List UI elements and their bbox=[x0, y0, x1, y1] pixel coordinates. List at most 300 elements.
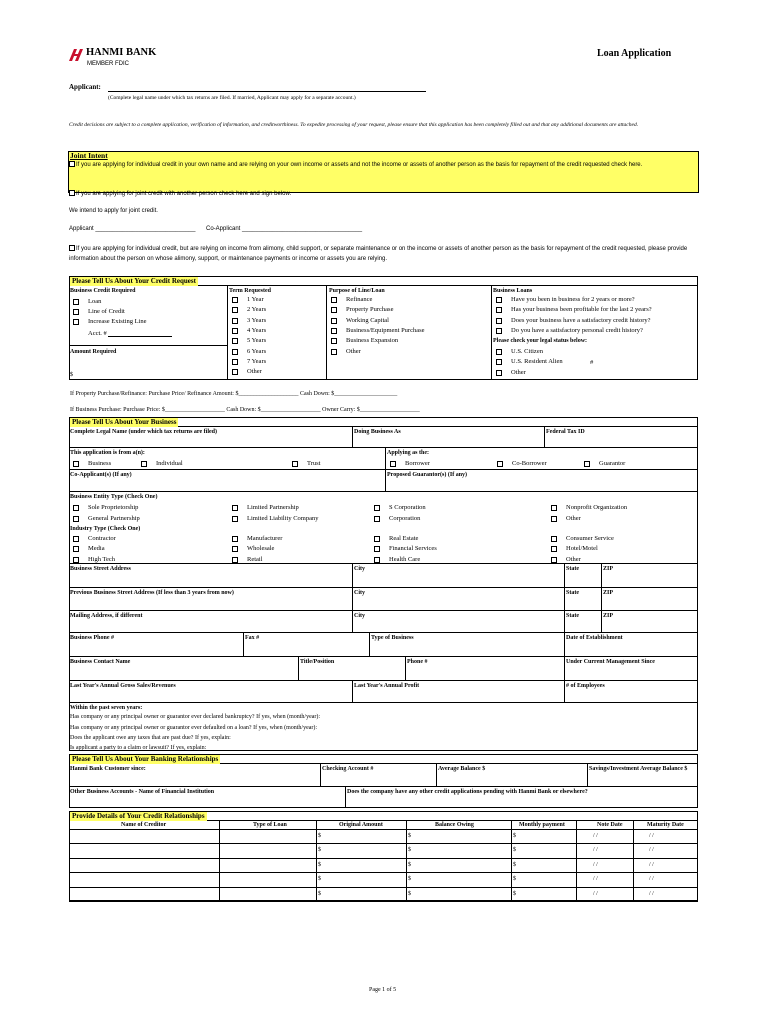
divider bbox=[69, 563, 698, 564]
term-option[interactable] bbox=[232, 358, 266, 366]
checkbox[interactable] bbox=[232, 505, 238, 511]
divider bbox=[436, 764, 437, 786]
divider bbox=[352, 610, 353, 632]
divider bbox=[69, 587, 698, 588]
purpose-option[interactable] bbox=[331, 317, 389, 325]
contact-name-label: Business Contact Name bbox=[70, 659, 131, 665]
divider bbox=[564, 587, 565, 610]
checkbox[interactable] bbox=[374, 546, 380, 552]
label: U.S. Citizen bbox=[511, 348, 543, 355]
entity-type-option[interactable] bbox=[73, 504, 138, 512]
divider bbox=[564, 610, 565, 632]
checkbox[interactable] bbox=[584, 461, 590, 467]
divider bbox=[352, 680, 353, 702]
checkbox[interactable] bbox=[232, 359, 238, 365]
label: Wholesale bbox=[247, 545, 275, 553]
dollar-sign: $ bbox=[408, 861, 411, 868]
dollar-sign: $ bbox=[513, 847, 516, 854]
note-date-slashes: / / bbox=[593, 861, 598, 868]
annual-profit-label: Last Year's Annual Profit bbox=[354, 683, 420, 689]
divider bbox=[405, 656, 406, 680]
checkbox[interactable] bbox=[232, 369, 238, 375]
divider bbox=[511, 821, 512, 901]
dollar-sign: $ bbox=[408, 876, 411, 883]
credit-line-option[interactable] bbox=[73, 308, 125, 316]
label: Other bbox=[566, 515, 581, 522]
dollar-sign: $ bbox=[513, 861, 516, 868]
document-title: Loan Application bbox=[597, 48, 672, 59]
disclaimer: Credit decisions are subject to a complete application, verification of information, and creditworthiness. To expedite processing of your request, please ensure that this application has been completely filled out and that any additional documents are attached. bbox=[69, 122, 639, 128]
label: S Corporation bbox=[389, 504, 426, 511]
label: Line of Credit bbox=[88, 308, 125, 315]
divider bbox=[564, 656, 565, 680]
label: Nonprofit Organization bbox=[566, 504, 628, 511]
checkbox[interactable] bbox=[232, 546, 238, 552]
dollar-sign: $ bbox=[318, 876, 321, 883]
banking-title: Please Tell Us About Your Banking Relationships bbox=[72, 755, 219, 763]
label: Health Care bbox=[389, 555, 421, 563]
divider bbox=[601, 587, 602, 610]
checkbox[interactable] bbox=[331, 328, 337, 334]
entity-type-option[interactable] bbox=[232, 515, 319, 523]
checkbox[interactable] bbox=[232, 307, 238, 313]
label: Business bbox=[88, 460, 112, 467]
business-purchase-line: If Business Purchase: Purchase Price: $____________________ Cash Down: $____________________ Owner Carry: $____________________ bbox=[70, 407, 420, 413]
dollar-sign: $ bbox=[513, 876, 516, 883]
divider bbox=[219, 821, 220, 901]
label: Individual bbox=[156, 460, 183, 467]
divider bbox=[69, 829, 698, 830]
label: Other bbox=[346, 347, 361, 355]
column-header: Name of Creditor bbox=[121, 822, 167, 828]
purpose-option[interactable] bbox=[331, 337, 398, 345]
employees-label: # of Employees bbox=[566, 683, 605, 689]
label: Corporation bbox=[389, 515, 421, 522]
industry-type-option[interactable] bbox=[73, 535, 116, 543]
phone-label: Business Phone # bbox=[70, 635, 115, 641]
business-loan-question[interactable] bbox=[496, 317, 651, 325]
industry-type-option[interactable] bbox=[551, 545, 598, 553]
lawsuit-question: Is applicant a party to a claim or lawsuit? If yes, explain: bbox=[70, 745, 207, 751]
checkbox[interactable] bbox=[374, 505, 380, 511]
checkbox[interactable] bbox=[331, 338, 337, 344]
divider bbox=[69, 858, 698, 859]
other-accounts-label: Other Business Accounts - Name of Financial Institution bbox=[70, 789, 215, 795]
divider bbox=[320, 764, 321, 786]
checkbox[interactable] bbox=[73, 299, 79, 305]
credit-relationships-title: Provide Details of Your Credit Relationships bbox=[72, 812, 205, 820]
label: 2 Years bbox=[247, 306, 267, 314]
divider bbox=[69, 786, 698, 787]
checkbox[interactable] bbox=[551, 536, 557, 542]
checkbox[interactable] bbox=[292, 461, 298, 467]
industry-type-option[interactable] bbox=[374, 535, 418, 543]
checkbox[interactable] bbox=[497, 461, 503, 467]
divider bbox=[69, 901, 698, 902]
checkbox[interactable] bbox=[496, 370, 502, 376]
as-guarantor-option[interactable] bbox=[584, 460, 625, 468]
purpose-option[interactable] bbox=[331, 348, 361, 356]
joint-applicant-signature[interactable]: Applicant ______________________________ bbox=[69, 226, 196, 232]
divider bbox=[576, 821, 577, 901]
divider bbox=[601, 563, 602, 587]
entity-type-option[interactable] bbox=[232, 504, 299, 512]
checkbox[interactable] bbox=[374, 557, 380, 563]
label: Business Expansion bbox=[346, 337, 399, 345]
joint-opt2-text: If you are applying for joint credit with another person check here and sign below. bbox=[76, 191, 292, 197]
checkbox[interactable] bbox=[232, 516, 238, 522]
column-header: Note Date bbox=[597, 822, 623, 828]
checking-account-label: Checking Account # bbox=[322, 766, 374, 772]
label: Borrower bbox=[405, 460, 430, 467]
city-label: City bbox=[354, 613, 365, 619]
checkbox[interactable] bbox=[331, 297, 337, 303]
checkbox[interactable] bbox=[551, 557, 557, 563]
joint-opt1-checkbox[interactable] bbox=[69, 161, 75, 167]
under-management-label: Under Current Management Since bbox=[566, 659, 655, 665]
divider bbox=[491, 286, 492, 380]
divider bbox=[69, 469, 698, 470]
credit-request-section bbox=[69, 276, 698, 286]
checkbox[interactable] bbox=[232, 557, 238, 563]
divider bbox=[316, 821, 317, 901]
checkbox[interactable] bbox=[73, 319, 79, 325]
checkbox[interactable] bbox=[232, 328, 238, 334]
industry-type-option[interactable] bbox=[374, 545, 437, 553]
note-date-slashes: / / bbox=[593, 876, 598, 883]
checkbox[interactable] bbox=[496, 359, 502, 365]
note-date-slashes: / / bbox=[593, 847, 598, 854]
joint-opt2-row bbox=[69, 189, 695, 199]
checkbox[interactable] bbox=[331, 349, 337, 355]
from-trust-option[interactable] bbox=[292, 460, 321, 468]
label: Media bbox=[88, 545, 105, 553]
divider bbox=[69, 887, 698, 888]
maturity-date-slashes: / / bbox=[649, 876, 654, 883]
dollar-sign: $ bbox=[408, 847, 411, 854]
application-from-label: This application is from a(n): bbox=[70, 450, 145, 456]
business-loans-header: Business Loans bbox=[493, 288, 533, 294]
divider bbox=[69, 702, 698, 703]
checkbox[interactable] bbox=[232, 338, 238, 344]
checkbox[interactable] bbox=[496, 349, 502, 355]
column-header: Maturity Date bbox=[647, 822, 684, 828]
label: Contractor bbox=[88, 535, 116, 542]
checkbox[interactable] bbox=[374, 536, 380, 542]
label: Business/Equipment Purchase bbox=[346, 326, 425, 334]
past-seven-years-label: Within the past seven years: bbox=[70, 705, 143, 711]
hanmi-customer-since-label: Hanmi Bank Customer since: bbox=[70, 766, 146, 772]
checkbox[interactable] bbox=[73, 309, 79, 315]
joint-coapplicant-signature[interactable]: Co-Applicant ____________________________________ bbox=[206, 226, 363, 232]
amount-required-label: Amount Required bbox=[70, 349, 117, 355]
maturity-date-slashes: / / bbox=[649, 833, 654, 839]
fax-label: Fax # bbox=[245, 635, 260, 641]
industry-type-option[interactable] bbox=[551, 535, 614, 543]
divider bbox=[544, 427, 545, 447]
divider bbox=[69, 656, 698, 657]
divider bbox=[564, 632, 565, 656]
applicant-underline bbox=[108, 91, 426, 92]
divider bbox=[227, 286, 228, 380]
term-option[interactable] bbox=[232, 348, 266, 356]
average-balance-label: Average Balance $ bbox=[438, 766, 486, 772]
annual-sales-label: Last Year's Annual Gross Sales/Revenues bbox=[70, 683, 176, 689]
pending-applications-label: Does the company have any other credit applications pending with Hanmi Bank or elsewhere? bbox=[347, 789, 588, 795]
divider bbox=[69, 491, 698, 492]
divider bbox=[69, 632, 698, 633]
checkbox[interactable] bbox=[141, 461, 147, 467]
note-date-slashes: / / bbox=[593, 890, 598, 897]
label: Loan bbox=[88, 298, 102, 305]
previous-address-label: Previous Business Street Address (If less than 3 years from now) bbox=[70, 590, 234, 596]
label: Has your business been profitable for the last 2 years? bbox=[511, 306, 652, 314]
label: U.S. Resident Alien bbox=[511, 358, 563, 366]
divider bbox=[564, 680, 565, 702]
checkbox[interactable] bbox=[374, 516, 380, 522]
label: Other bbox=[566, 555, 581, 563]
label: 3 Years bbox=[247, 316, 267, 324]
label: Real Estate bbox=[389, 535, 419, 542]
guarantors-label: Proposed Guarantor(s) (If any) bbox=[387, 472, 468, 478]
checkbox[interactable] bbox=[73, 516, 79, 522]
label: 6 Years bbox=[247, 347, 267, 355]
purpose-option[interactable] bbox=[331, 327, 425, 335]
maturity-date-slashes: / / bbox=[649, 890, 654, 897]
label: Working Capital bbox=[346, 316, 389, 324]
entity-type-option[interactable] bbox=[374, 515, 420, 523]
business-loan-question[interactable] bbox=[496, 327, 643, 335]
label: Other bbox=[511, 368, 526, 376]
checkbox[interactable] bbox=[496, 328, 502, 334]
credit-loan-option[interactable] bbox=[73, 298, 101, 306]
legal-status-option[interactable] bbox=[496, 369, 526, 377]
industry-type-option[interactable] bbox=[232, 545, 274, 553]
checkbox[interactable] bbox=[496, 307, 502, 313]
legal-status-option[interactable] bbox=[496, 358, 563, 366]
joint-opt3-text: If you are applying for individual credit, but are relying on income from alimony, child support, or separate maintenance or on the income or assets of another person as the basis for repayment of the credit requested, please provide information about the person on whose alimony, support, or maintenance payments or income or assets you are relying. bbox=[69, 246, 688, 262]
divider bbox=[69, 345, 227, 346]
label: Co-Borrower bbox=[512, 460, 547, 467]
zip-label: ZIP bbox=[603, 613, 614, 619]
zip-label: ZIP bbox=[603, 590, 614, 596]
title-position-label: Title/Position bbox=[300, 659, 335, 665]
business-title: Please Tell Us About Your Business bbox=[72, 418, 177, 426]
divider bbox=[69, 610, 698, 611]
checkbox[interactable] bbox=[496, 318, 502, 324]
label: General Partnership bbox=[88, 515, 140, 522]
purpose-option[interactable] bbox=[331, 306, 393, 314]
dollar-sign: $ bbox=[408, 833, 411, 839]
from-business-option[interactable] bbox=[73, 460, 111, 468]
business-credit-header: Business Credit Required bbox=[70, 288, 136, 294]
member-fdic: MEMBER FDIC bbox=[87, 61, 129, 67]
default-question: Has company or any principal owner or guarantor ever defaulted on a loan? If yes, when (month/year): bbox=[70, 725, 318, 731]
label: Have you been in business for 2 years or more? bbox=[511, 296, 635, 303]
divider bbox=[406, 821, 407, 901]
divider bbox=[587, 764, 588, 786]
joint-opt2-checkbox[interactable] bbox=[69, 190, 75, 196]
divider bbox=[633, 821, 634, 901]
divider bbox=[243, 632, 244, 656]
label: High Tech bbox=[88, 555, 116, 563]
business-section bbox=[69, 417, 698, 427]
note-date-slashes: / / bbox=[593, 833, 598, 839]
divider bbox=[345, 786, 346, 808]
term-option[interactable] bbox=[232, 337, 266, 345]
industry-type-option[interactable] bbox=[73, 545, 105, 553]
savings-balance-label: Savings/Investment Average Balance $ bbox=[589, 766, 688, 772]
checkbox[interactable] bbox=[331, 307, 337, 313]
divider bbox=[352, 427, 353, 447]
divider bbox=[69, 447, 698, 448]
checkbox[interactable] bbox=[551, 546, 557, 552]
acct-label: Acct. # bbox=[88, 330, 107, 337]
checkbox[interactable] bbox=[551, 516, 557, 522]
applicant-note: (Complete legal name under which tax returns are filed. If married, Applicant may apply for a separate account.) bbox=[108, 95, 356, 101]
joint-intent-box bbox=[68, 151, 699, 193]
term-option[interactable] bbox=[232, 317, 266, 325]
label: Guarantor bbox=[599, 460, 626, 467]
divider bbox=[298, 656, 299, 680]
checkbox[interactable] bbox=[73, 505, 79, 511]
state-label: State bbox=[566, 613, 579, 619]
acct-line bbox=[108, 336, 172, 337]
business-loan-question[interactable] bbox=[496, 296, 635, 304]
bank-name: HANMI BANK bbox=[86, 47, 157, 58]
joint-opt3-row bbox=[69, 244, 695, 264]
federal-tax-label: Federal Tax ID bbox=[546, 429, 585, 435]
checkbox[interactable] bbox=[232, 297, 238, 303]
label: Financial Services bbox=[389, 545, 437, 553]
term-option[interactable] bbox=[232, 296, 264, 304]
term-header: Term Requested bbox=[229, 288, 271, 294]
hanmi-logo bbox=[69, 48, 83, 60]
label: Hotel/Motel bbox=[566, 545, 598, 553]
label: Sole Proprietorship bbox=[88, 504, 139, 511]
checkbox[interactable] bbox=[73, 536, 79, 542]
dollar-sign: $ bbox=[318, 847, 321, 854]
purpose-option[interactable] bbox=[331, 296, 372, 304]
as-borrower-option[interactable] bbox=[390, 460, 430, 468]
establishment-date-label: Date of Establishment bbox=[566, 635, 623, 641]
divider bbox=[69, 872, 698, 873]
divider bbox=[352, 587, 353, 610]
column-header: Balance Owing bbox=[435, 822, 474, 828]
credit-request-title: Please Tell Us About Your Credit Request bbox=[72, 277, 196, 285]
legal-name-label: Complete Legal Name (under which tax returns are filed) bbox=[70, 429, 217, 435]
page-number: Page 1 of 5 bbox=[369, 987, 397, 993]
phone2-label: Phone # bbox=[407, 659, 428, 665]
divider bbox=[352, 563, 353, 587]
property-purchase-line: If Property Purchase/Refinance: Purchase Price/ Refinance Amount: $____________________ Cash Down: $_____________________ bbox=[70, 391, 398, 397]
business-loan-question[interactable] bbox=[496, 306, 652, 314]
checkbox[interactable] bbox=[232, 318, 238, 324]
label: Limited Liability Company bbox=[247, 515, 319, 522]
state-label: State bbox=[566, 590, 579, 596]
taxes-question: Does the applicant owe any taxes that are past due? If yes, explain: bbox=[70, 735, 231, 741]
applying-as-label: Applying as the: bbox=[387, 450, 430, 456]
bankruptcy-question: Has company or any principal owner or guarantor ever declared bankruptcy? If yes, when (month/year): bbox=[70, 714, 321, 720]
applicant-label: Applicant: bbox=[69, 83, 101, 91]
entity-type-label: Business Entity Type (Check One) bbox=[70, 494, 158, 500]
dollar-sign: $ bbox=[513, 890, 516, 897]
dba-label: Doing Business As bbox=[354, 429, 401, 435]
checkbox[interactable] bbox=[390, 461, 396, 467]
checkbox[interactable] bbox=[73, 546, 79, 552]
checkbox[interactable] bbox=[331, 318, 337, 324]
label: 5 Years bbox=[247, 337, 267, 345]
divider bbox=[369, 632, 370, 656]
entity-type-option[interactable] bbox=[551, 515, 581, 523]
column-header: Type of Loan bbox=[253, 822, 287, 828]
city-label: City bbox=[354, 566, 365, 572]
label: Limited Partnership bbox=[247, 504, 299, 511]
checkbox[interactable] bbox=[232, 536, 238, 542]
checkbox[interactable] bbox=[232, 349, 238, 355]
as-coborrower-option[interactable] bbox=[497, 460, 547, 468]
checkbox[interactable] bbox=[551, 505, 557, 511]
banking-section bbox=[69, 754, 698, 764]
entity-type-option[interactable] bbox=[551, 504, 627, 512]
dollar-sign: $ bbox=[513, 833, 516, 839]
label: 4 Years bbox=[247, 326, 267, 334]
dollar-sign: $ bbox=[318, 861, 321, 868]
state-label: State bbox=[566, 566, 579, 572]
applicant-name-input[interactable] bbox=[108, 82, 426, 91]
divider bbox=[69, 680, 698, 681]
label: 7 Years bbox=[247, 357, 267, 365]
label: Trust bbox=[307, 460, 321, 467]
dollar-sign: $ bbox=[318, 890, 321, 897]
label: Manufacturer bbox=[247, 535, 283, 542]
column-header: Monthly payment bbox=[519, 822, 565, 828]
credit-relationships-section bbox=[69, 811, 698, 821]
label: Other bbox=[247, 368, 262, 376]
label: Retail bbox=[247, 555, 263, 563]
purpose-header: Purpose of Line/Loan bbox=[329, 288, 385, 294]
label: Property Purchase bbox=[346, 306, 394, 314]
credit-table bbox=[69, 821, 698, 901]
industry-type-label: Industry Type (Check One) bbox=[70, 526, 141, 532]
from-individual-option[interactable] bbox=[141, 460, 183, 468]
entity-type-option[interactable] bbox=[73, 515, 140, 523]
checkbox[interactable] bbox=[73, 557, 79, 563]
term-option[interactable] bbox=[232, 368, 262, 376]
checkbox[interactable] bbox=[496, 297, 502, 303]
divider bbox=[601, 610, 602, 632]
industry-type-option[interactable] bbox=[232, 535, 282, 543]
joint-intend-text: We intend to apply for joint credit. bbox=[69, 208, 158, 214]
credit-increase-option[interactable] bbox=[73, 318, 146, 326]
column-header: Original Amount bbox=[339, 822, 383, 828]
joint-opt3-checkbox[interactable] bbox=[69, 245, 75, 251]
divider bbox=[326, 286, 327, 380]
zip-label: ZIP bbox=[603, 566, 614, 572]
legal-status-option[interactable] bbox=[496, 348, 543, 356]
maturity-date-slashes: / / bbox=[649, 847, 654, 854]
maturity-date-slashes: / / bbox=[649, 861, 654, 868]
term-option[interactable] bbox=[232, 306, 266, 314]
entity-type-option[interactable] bbox=[374, 504, 426, 512]
label: Does your business have a satisfactory credit history? bbox=[511, 316, 651, 324]
checkbox[interactable] bbox=[73, 461, 79, 467]
dollar-sign: $ bbox=[408, 890, 411, 897]
joint-intent-title: Joint Intent bbox=[70, 151, 108, 160]
legal-status-label: Please check your legal status below: bbox=[493, 338, 588, 344]
term-option[interactable] bbox=[232, 327, 266, 335]
joint-opt1-text: If you are applying for individual credit in your own name and are relying on your own income or assets and not the income or assets of another person as the basis for repayment of the credit requested check here. bbox=[76, 162, 643, 168]
